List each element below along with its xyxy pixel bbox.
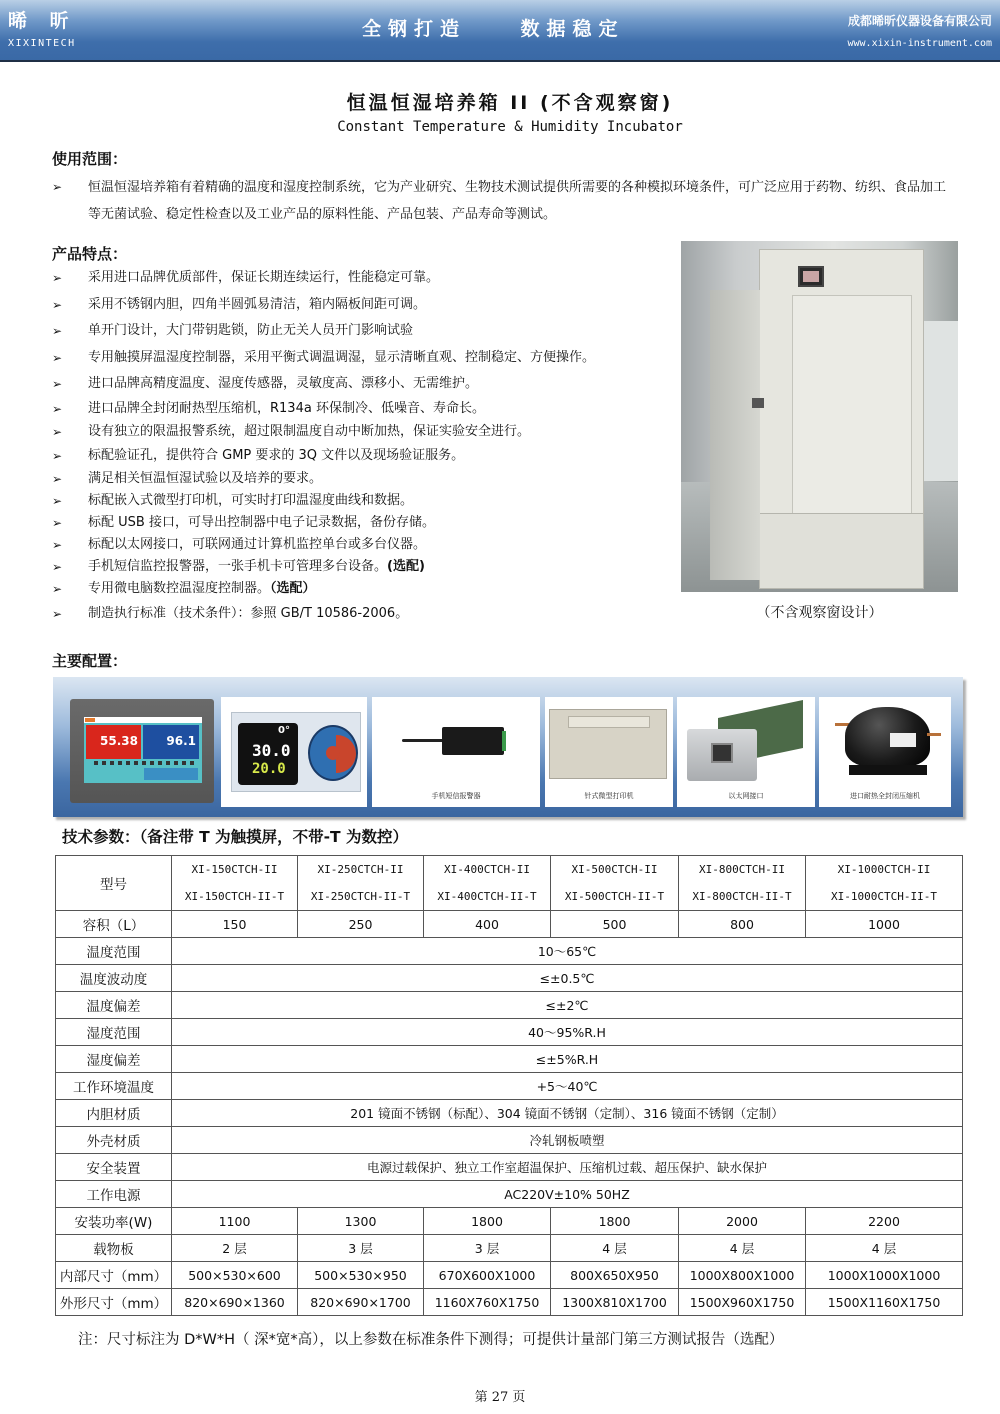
table-row xyxy=(56,965,963,992)
optional-tag: (选配) xyxy=(387,559,425,574)
model-nc: XI-250CTCH-II xyxy=(317,863,404,876)
door-handle-icon xyxy=(752,398,764,408)
spec-label: 湿度偏差 xyxy=(56,1046,172,1073)
hmi-title-bar xyxy=(84,717,202,723)
spec-label: 温度范围 xyxy=(56,938,172,965)
website-url: www.xixin-instrument.com xyxy=(847,38,992,49)
spec-value: 冷轧钢板喷塑 xyxy=(172,1127,963,1154)
spec-label: 型号 xyxy=(56,856,172,911)
model-touch: XI-500CTCH-II-T xyxy=(564,890,665,903)
arrow-bullet-icon: ➢ xyxy=(52,425,63,439)
arrow-bullet-icon: ➢ xyxy=(52,538,63,552)
hmi-indicator-dots xyxy=(94,761,194,765)
config-item-ethernet xyxy=(677,697,815,807)
feature-item xyxy=(52,535,426,555)
spec-value: 1500X1160X1750 xyxy=(806,1289,963,1316)
model-nc: XI-500CTCH-II xyxy=(571,863,658,876)
compressor-base xyxy=(849,765,927,775)
table-row xyxy=(56,1046,963,1073)
hmi-temperature-value: 55.38 xyxy=(86,725,141,759)
table-row xyxy=(56,1235,963,1262)
feature-item xyxy=(52,321,413,341)
table-row xyxy=(56,911,963,938)
spec-value: 150 xyxy=(172,911,298,938)
brand-name-cn: 晞 昕 xyxy=(8,10,77,32)
spec-value: 10～65℃ xyxy=(172,938,963,965)
feature-text-main: 制造执行标准（技术条件）：参照 GB/T 10586-2006。 xyxy=(88,606,409,621)
spec-value: ≤±0.5℃ xyxy=(172,965,963,992)
spec-value: 2200 xyxy=(806,1208,963,1235)
page-number: 第 27 页 xyxy=(474,1390,526,1405)
antenna-icon xyxy=(402,739,444,742)
feature-text-main: 单开门设计，大门带钥匙锁，防止无关人员开门影响试验 xyxy=(88,323,414,338)
dc-pv-value: 30.0 xyxy=(252,741,291,760)
spec-value: 2000 xyxy=(679,1208,806,1235)
photo-door-frame xyxy=(918,321,958,481)
spec-label: 内部尺寸（mm） xyxy=(56,1262,172,1289)
spec-value: 3 层 xyxy=(424,1235,551,1262)
spec-label: 温度偏差 xyxy=(56,992,172,1019)
brand-name-en: XIXINTECH xyxy=(8,38,76,49)
hmi-screen xyxy=(84,717,202,783)
spec-label: 安全装置 xyxy=(56,1154,172,1181)
cabinet-bottom-panel xyxy=(760,513,923,588)
arrow-bullet-icon: ➢ xyxy=(52,516,63,530)
feature-text xyxy=(88,491,413,511)
arrow-bullet-icon: ➢ xyxy=(52,298,63,312)
spec-value: 1000 xyxy=(806,911,963,938)
feature-item xyxy=(52,374,478,394)
dc-keypad-icon xyxy=(308,725,358,781)
product-photo xyxy=(681,241,958,592)
config-item-compressor xyxy=(819,697,951,807)
alarm-box xyxy=(442,727,504,755)
spec-value: 1160X760X1750 xyxy=(424,1289,551,1316)
config-item-sms-alarm xyxy=(372,697,540,807)
feature-text-main: 满足相关恒温恒湿试验以及培养的要求。 xyxy=(88,471,323,486)
model-touch: XI-800CTCH-II-T xyxy=(692,890,792,903)
spec-table xyxy=(55,855,963,1316)
feature-text-main: 专用触摸屏温湿度控制器，采用平衡式调温调湿，显示清晰直观、控制稳定、方便操作。 xyxy=(88,350,596,365)
spec-label: 内胆材质 xyxy=(56,1100,172,1127)
compressor-image xyxy=(835,703,940,781)
feature-text-main: 采用进口品牌优质部件，保证长期连续运行，性能稳定可靠。 xyxy=(88,270,440,285)
feature-item xyxy=(52,469,322,489)
spec-value: 1100 xyxy=(172,1208,298,1235)
feature-item xyxy=(52,579,316,599)
model-touch: XI-400CTCH-II-T xyxy=(437,890,537,903)
spec-label: 工作环境温度 xyxy=(56,1073,172,1100)
model-nc: XI-800CTCH-II xyxy=(698,863,786,876)
dc-sv-value: 20.0 xyxy=(252,761,286,777)
table-row xyxy=(56,1154,963,1181)
spec-value: 400 xyxy=(424,911,551,938)
slogan: 全钢打造 数据稳定 xyxy=(362,18,625,40)
table-row xyxy=(56,1019,963,1046)
arrow-bullet-icon: ➢ xyxy=(52,402,63,416)
arrow-bullet-icon: ➢ xyxy=(52,449,63,463)
product-title: 恒温恒湿培养箱 II (不含观察窗) xyxy=(346,92,674,114)
feature-text xyxy=(88,399,485,419)
feature-text xyxy=(88,535,426,555)
company-name: 成都晞昕仪器设备有限公司 xyxy=(847,14,992,28)
arrow-bullet-icon: ➢ xyxy=(52,607,63,621)
spec-value: ≤±5%R.H xyxy=(172,1046,963,1073)
spec-label: 容积（L） xyxy=(56,911,172,938)
usage-heading: 使用范围： xyxy=(52,150,128,168)
spec-value: 500 xyxy=(551,911,679,938)
feature-text xyxy=(88,268,439,288)
footnote: 注：尺寸标注为 D*W*H（ 深*宽*高），以上参数在标准条件下测得；可提供计量部门第三方测试报告（选配） xyxy=(78,1332,784,1348)
model-touch: XI-250CTCH-II-T xyxy=(310,890,411,903)
model-cell xyxy=(806,856,963,911)
pipe xyxy=(927,733,941,736)
spec-value: 670X600X1000 xyxy=(424,1262,551,1289)
cabinet-screen xyxy=(798,266,824,287)
arrow-bullet-icon: ➢ xyxy=(52,377,63,391)
spec-value: 820×690×1700 xyxy=(298,1289,424,1316)
spec-value: 800X650X950 xyxy=(551,1262,679,1289)
spec-label: 温度波动度 xyxy=(56,965,172,992)
config-label: 针式微型打印机 xyxy=(584,792,634,800)
config-label: 手机短信报警器 xyxy=(431,792,481,800)
feature-text xyxy=(88,422,530,442)
feature-text xyxy=(88,446,464,466)
spec-value: 201 镜面不锈钢（标配）、304 镜面不锈钢（定制）、316 镜面不锈钢（定制） xyxy=(172,1100,963,1127)
feature-text xyxy=(88,513,435,533)
feature-text-main: 手机短信监控报警器，一张手机卡可管理多台设备。 xyxy=(88,559,388,574)
feature-text-main: 标配验证孔，提供符合 GMP 要求的 3Q 文件以及现场验证服务。 xyxy=(88,448,465,463)
feature-text-main: 专用微电脑数控温湿度控制器。 xyxy=(88,581,271,596)
terminal-block xyxy=(502,731,506,751)
feature-item xyxy=(52,491,413,511)
model-cell xyxy=(424,856,551,911)
spec-label: 工作电源 xyxy=(56,1181,172,1208)
spec-value: 40～95%R.H xyxy=(172,1019,963,1046)
spec-value: 800 xyxy=(679,911,806,938)
sms-alarm-image xyxy=(402,727,482,757)
spec-value: 电源过载保护、独立工作室超温保护、压缩机过载、超压保护、缺水保护 xyxy=(172,1154,963,1181)
dc-keypad-right xyxy=(336,735,356,773)
spec-value: 1800 xyxy=(424,1208,551,1235)
spec-label: 外壳材质 xyxy=(56,1127,172,1154)
spec-value: 1000X800X1000 xyxy=(679,1262,806,1289)
arrow-bullet-icon: ➢ xyxy=(52,560,63,574)
model-nc: XI-150CTCH-II xyxy=(191,863,278,876)
feature-item xyxy=(52,557,425,577)
model-cell xyxy=(298,856,424,911)
cabinet-door xyxy=(792,295,912,515)
feature-text xyxy=(88,295,426,315)
arrow-bullet-icon: ➢ xyxy=(52,324,63,338)
feature-item xyxy=(52,268,439,288)
feature-item xyxy=(52,604,408,624)
dc-display xyxy=(238,723,298,785)
spec-label: 外形尺寸（mm） xyxy=(56,1289,172,1316)
feature-text-main: 进口品牌全封闭耐热型压缩机，R134a 环保制冷、低噪音、寿命长。 xyxy=(88,401,485,416)
arrow-bullet-icon: ➢ xyxy=(52,472,63,486)
table-row xyxy=(56,1073,963,1100)
table-row xyxy=(56,1100,963,1127)
spec-value: 4 层 xyxy=(551,1235,679,1262)
spec-value: 500×530×600 xyxy=(172,1262,298,1289)
arrow-bullet-icon: ➢ xyxy=(52,180,63,194)
arrow-bullet-icon: ➢ xyxy=(52,351,63,365)
config-item-digital-controller xyxy=(221,697,367,807)
spec-value: 2 层 xyxy=(172,1235,298,1262)
arrow-bullet-icon: ➢ xyxy=(52,494,63,508)
table-row xyxy=(56,1181,963,1208)
table-row xyxy=(56,938,963,965)
feature-text-main: 标配嵌入式微型打印机，可实时打印温湿度曲线和数据。 xyxy=(88,493,414,508)
cabinet-side xyxy=(710,290,760,580)
usage-description: 恒温恒湿培养箱有着精确的温度和湿度控制系统，它为产业研究、生物技术测试提供所需要的各种模拟环境条件，可广泛应用于药物、纺织、食品加工等无菌试验、稳定性检查以及工业产品的原料性能、产品包装、产品寿命等测试。 xyxy=(88,180,947,222)
spec-label: 载物板 xyxy=(56,1235,172,1262)
model-cell xyxy=(172,856,298,911)
hmi-buttons xyxy=(144,768,198,780)
config-item-micro-printer xyxy=(545,697,673,807)
model-nc: XI-1000CTCH-II xyxy=(837,863,931,876)
feature-item xyxy=(52,399,485,419)
photo-caption: （不含观察窗设计） xyxy=(756,605,883,621)
spec-value: 1500X960X1750 xyxy=(679,1289,806,1316)
spec-value: 4 层 xyxy=(806,1235,963,1262)
micro-printer-image xyxy=(549,709,667,779)
spec-value: 1800 xyxy=(551,1208,679,1235)
feature-text xyxy=(88,469,322,489)
config-banner xyxy=(53,677,963,817)
spec-value: 4 层 xyxy=(679,1235,806,1262)
table-row xyxy=(56,1208,963,1235)
feature-item xyxy=(52,295,426,315)
spec-value: ≤±2℃ xyxy=(172,992,963,1019)
specs-heading: 技术参数：（备注带 T 为触摸屏，不带-T 为数控） xyxy=(62,828,409,846)
rj45-port-icon xyxy=(711,743,733,763)
compressor-label xyxy=(890,733,916,747)
spec-value: 3 层 xyxy=(298,1235,424,1262)
model-nc: XI-400CTCH-II xyxy=(443,863,531,876)
model-touch: XI-1000CTCH-II-T xyxy=(831,890,937,903)
table-row xyxy=(56,1262,963,1289)
feature-item xyxy=(52,513,435,533)
feature-text xyxy=(88,374,478,394)
model-touch: XI-150CTCH-II-T xyxy=(184,890,285,903)
touch-screen-controller-image xyxy=(70,699,214,803)
model-cell xyxy=(551,856,679,911)
arrow-bullet-icon: ➢ xyxy=(52,582,63,596)
feature-text-main: 标配以太网接口，可联网通过计算机监控单台或多台仪器。 xyxy=(88,537,427,552)
spec-value: +5～40℃ xyxy=(172,1073,963,1100)
model-cell xyxy=(679,856,806,911)
spec-label: 湿度范围 xyxy=(56,1019,172,1046)
config-label: 以太网接口 xyxy=(728,792,764,800)
feature-item xyxy=(52,348,595,368)
spec-value: 500×530×950 xyxy=(298,1262,424,1289)
dc-top-value: 0° xyxy=(278,725,290,736)
spec-value: 1000X1000X1000 xyxy=(806,1262,963,1289)
feature-text xyxy=(88,348,595,368)
feature-text xyxy=(88,604,408,624)
spec-value: 820×690×1360 xyxy=(172,1289,298,1316)
features-heading: 产品特点： xyxy=(52,245,128,263)
table-row xyxy=(56,1127,963,1154)
spec-value: 1300X810X1700 xyxy=(551,1289,679,1316)
feature-text xyxy=(88,579,316,599)
incubator-cabinet xyxy=(759,249,924,589)
feature-item xyxy=(52,422,530,442)
table-row xyxy=(56,856,963,911)
optional-tag: （选配） xyxy=(270,581,316,596)
feature-text-main: 进口品牌高精度温度、湿度传感器，灵敏度高、漂移小、无需维护。 xyxy=(88,376,479,391)
feature-text xyxy=(88,557,425,577)
spec-value: AC220V±10% 50HZ xyxy=(172,1181,963,1208)
table-row xyxy=(56,992,963,1019)
config-item-touch-screen xyxy=(66,697,218,807)
spec-value: 1300 xyxy=(298,1208,424,1235)
product-subtitle: Constant Temperature & Humidity Incubator xyxy=(337,119,683,135)
table-row xyxy=(56,1289,963,1316)
feature-text-main: 标配 USB 接口，可导出控制器中电子记录数据，备份存储。 xyxy=(88,515,435,530)
config-heading: 主要配置： xyxy=(52,652,128,670)
compressor-body xyxy=(845,707,930,767)
spec-value: 250 xyxy=(298,911,424,938)
spec-label: 安装功率(W) xyxy=(56,1208,172,1235)
digital-controller-image xyxy=(231,712,361,792)
config-label: 进口耐热全封闭压缩机 xyxy=(850,792,920,800)
hmi-humidity-value: 96.1 xyxy=(143,725,199,759)
feature-text xyxy=(88,321,413,341)
ethernet-card-image xyxy=(683,709,808,784)
feature-text-main: 设有独立的限温报警系统，超过限制温度自动中断加热，保证实验安全进行。 xyxy=(88,424,531,439)
feature-text-main: 采用不锈钢内胆，四角半圆弧易清洁，箱内隔板间距可调。 xyxy=(88,297,427,312)
feature-item xyxy=(52,446,464,466)
arrow-bullet-icon: ➢ xyxy=(52,271,63,285)
page-header xyxy=(0,0,1000,62)
